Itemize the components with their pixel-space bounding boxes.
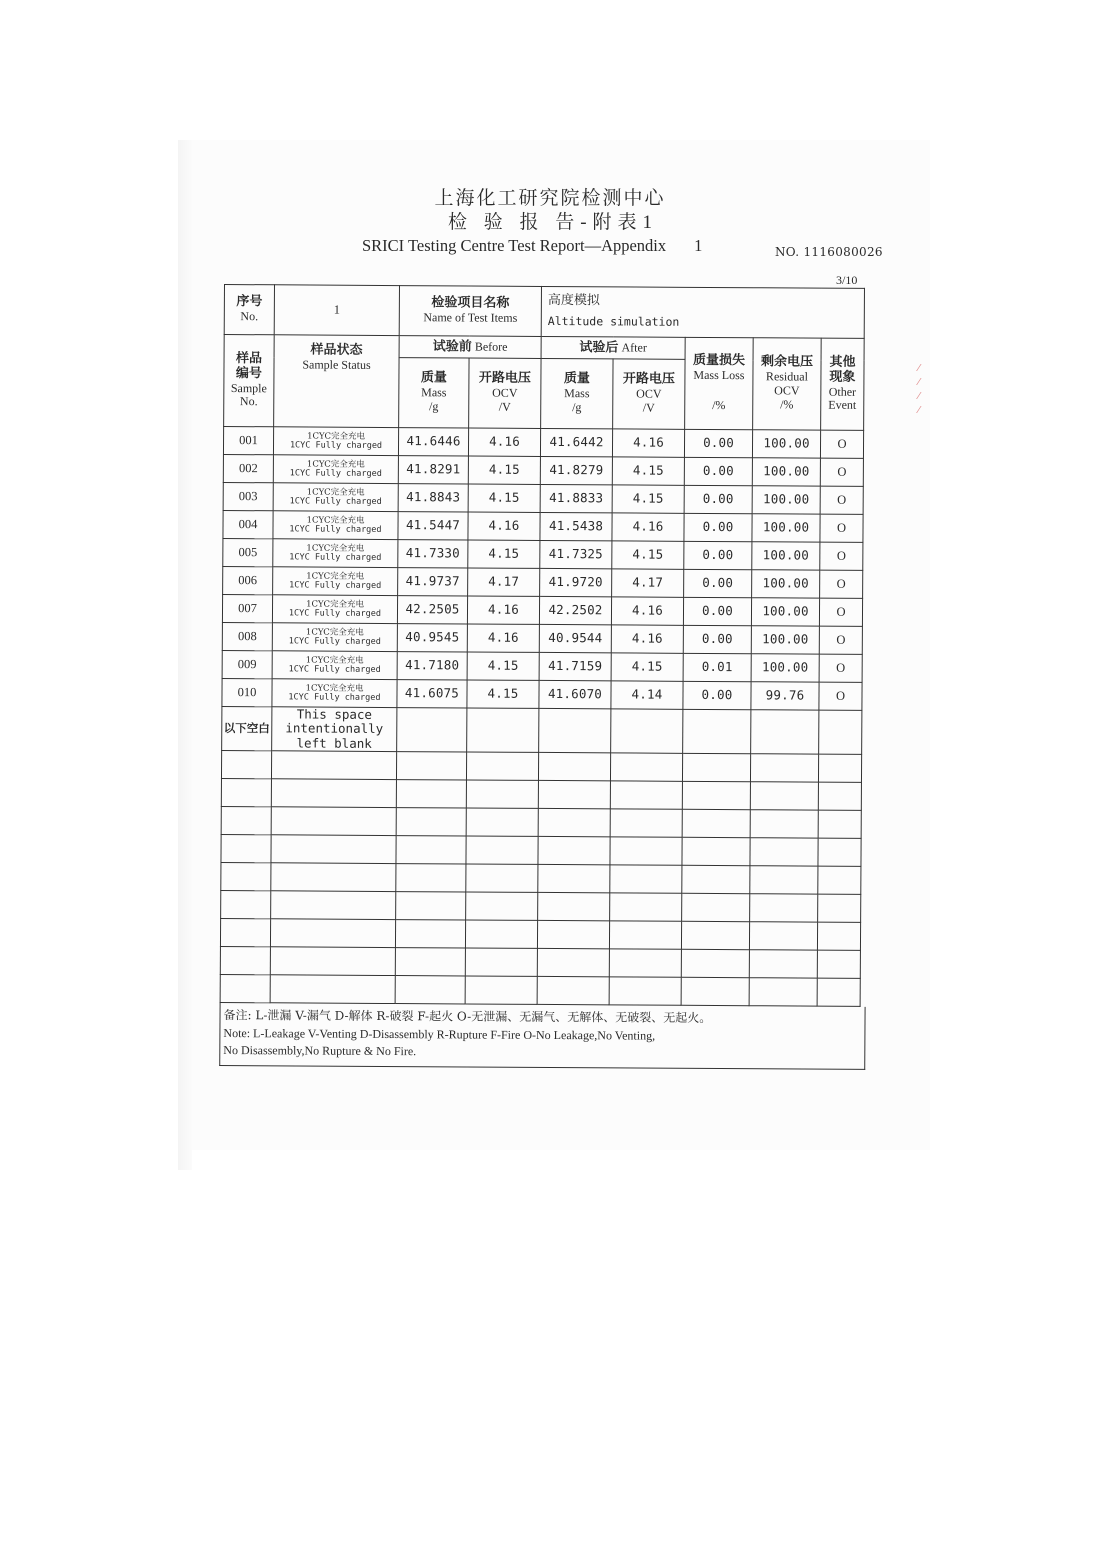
ocv-after: 4.17 [612,569,684,597]
loss-cn: 质量损失 [692,353,746,369]
ocv-after: 4.15 [612,485,684,513]
residual-header [753,338,822,430]
mass-loss: 0.00 [683,625,751,653]
no-label-en: No. [240,309,259,324]
blank-marker-row [222,706,862,754]
other-event: O [819,626,862,654]
empty-cell [682,865,750,893]
appendix-index: 1 [694,236,703,255]
item-label-en: Name of Test Items [423,310,518,325]
blank-cell [397,708,467,753]
table-row [223,454,863,486]
residual-ocv: 100.00 [752,486,820,514]
empty-cell [396,864,466,892]
ocv-after: 4.16 [611,597,683,625]
empty-row [220,919,860,951]
mass-after: 41.6442 [540,428,612,456]
sample-no: 007 [222,594,272,622]
mass-after: 41.9720 [540,568,612,596]
ocv-after: 4.16 [612,513,684,541]
blank-cell [539,708,611,753]
ocv-before: 4.16 [468,512,540,540]
ocv-before: 4.15 [467,652,539,680]
empty-cell [271,779,396,808]
empty-row [221,751,861,783]
item-label-cell [399,286,541,337]
sample-no: 001 [223,427,273,455]
empty-cell [610,809,682,837]
ocv-after-cn: 开路电压 [622,371,675,387]
mass-before: 41.8843 [398,484,468,512]
empty-cell [750,782,818,810]
sample-no: 010 [222,678,272,706]
mass-after-en: Mass [564,386,590,401]
empty-cell [818,782,861,810]
empty-cell [682,893,750,921]
blank-cell [683,709,751,754]
loss-en: Mass Loss [693,368,745,383]
empty-cell [466,808,538,836]
residual-unit: /% [780,397,794,412]
ocv-before: 4.16 [468,428,540,456]
sample-no-header: 样品 编号 Sample No. [224,335,275,427]
mass-after: 42.2502 [539,596,611,624]
sample-no: 004 [223,510,273,538]
empty-cell [750,838,818,866]
status-en-text: 1CYC Fully charged [289,579,382,591]
empty-cell [538,837,610,865]
ocv-before: 4.16 [467,596,539,624]
item-value-cn: 高度模拟 [547,293,600,309]
sample-no: 002 [223,454,273,482]
status-en: Sample Status [302,357,371,372]
status-cn-text: 1CYC完全充电 [305,627,364,638]
loss-unit: /% [712,397,726,413]
other-event: O [820,570,863,598]
mass-loss: 0.01 [683,653,751,681]
mass-after-cn: 质量 [563,371,590,387]
residual-cn: 剩余电压 [760,354,814,370]
empty-cell [396,808,466,836]
sample-status [272,651,397,680]
empty-cell [466,836,538,864]
residual-ocv: 100.00 [751,598,819,626]
ocv-before: 4.15 [468,456,540,484]
mass-before: 41.7180 [397,652,467,680]
empty-row [220,975,860,1007]
empty-cell [271,807,396,836]
empty-cell [818,838,861,866]
report-title-en-text: SRICI Testing Centre Test Report—Appendix [362,236,667,255]
other-event: O [820,430,863,458]
blank-cell [819,710,862,754]
empty-cell [749,978,817,1006]
ocv-after-header [613,359,685,429]
empty-cell [396,892,466,920]
mass-before-header [399,358,469,428]
empty-row [221,863,861,895]
empty-cell [681,921,749,949]
status-header [274,335,400,428]
mass-loss: 0.00 [684,513,752,541]
residual-ocv: 100.00 [752,514,820,542]
notes-cn: 备注: L-泄漏 V-漏气 D-解体 R-破裂 F-起火 O-无泄漏、无漏气、无解体、无破裂、无起火。 [223,1008,712,1026]
ocv-before: 4.17 [468,568,540,596]
status-cn-text: 1CYC完全充电 [305,655,364,666]
empty-cell [681,977,749,1005]
empty-cell [750,754,818,782]
empty-cell [270,919,395,948]
residual-en: Residual [765,369,809,384]
empty-cell [221,835,271,863]
mass-after-unit: /g [572,400,582,415]
empty-cell [538,753,610,781]
empty-cell [817,978,860,1006]
empty-row [221,807,861,839]
mass-after-header [541,358,613,428]
data-rows [222,427,864,711]
empty-cell [818,894,861,922]
empty-cell [221,751,271,779]
empty-cell [682,753,750,781]
empty-row [220,947,860,979]
empty-cell [396,752,466,780]
empty-cell [750,866,818,894]
status-cn-text: 1CYC完全充电 [306,571,365,582]
mass-before: 42.2505 [397,596,467,624]
sample-no: 008 [222,622,272,650]
ocv-after: 4.15 [611,653,683,681]
empty-cell [466,892,538,920]
sample-status [273,455,398,484]
table-row [222,622,862,654]
mass-before: 41.6446 [398,428,468,456]
status-cn-text: 1CYC完全充电 [307,431,366,442]
ocv-after: 4.15 [612,457,684,485]
sample-status [272,623,397,652]
mass-loss: 0.00 [683,597,751,625]
empty-cell [538,781,610,809]
empty-cell [270,947,395,976]
notes-en-1: Note: L-Leakage V-Venting D-Disassembly R-Rupture F-Fire O-No Leakage,No Venting, [223,1025,656,1043]
before-header [399,336,541,359]
ocv-before: 4.15 [468,540,540,568]
empty-row [221,779,861,811]
residual-ocv: 100.00 [751,626,819,654]
report-number: NO. 1116080026 [775,245,883,259]
empty-cell [465,948,537,976]
ocv-before-cn: 开路电压 [478,370,531,387]
empty-cell [466,780,538,808]
other-event: O [820,514,863,542]
ocv-after: 4.16 [611,625,683,653]
results-table [220,284,865,1007]
ocv-after: 4.16 [612,429,684,457]
mass-before-en: Mass [421,385,447,400]
empty-cell [271,863,396,892]
empty-cell [537,921,609,949]
empty-cell [271,891,396,920]
table-row [222,594,862,626]
mass-before: 41.8291 [398,456,468,484]
empty-cell [221,779,271,807]
sample-status [273,539,398,568]
ocv-after: 4.14 [611,681,683,709]
empty-cell [538,809,610,837]
mass-before: 41.5447 [398,512,468,540]
empty-cell [221,863,271,891]
report-title-en [362,236,702,256]
sample-no: 006 [223,566,273,594]
empty-cell [749,922,817,950]
mass-after: 41.7159 [539,652,611,680]
status-en-text: 1CYC Fully charged [289,523,382,535]
ocv-after-en: OCV [636,386,662,401]
loss-header [685,337,754,429]
mass-after: 41.8279 [540,456,612,484]
empty-cell [818,810,861,838]
other-event: O [819,654,862,682]
empty-cell [538,865,610,893]
mass-after: 41.6070 [539,680,611,708]
empty-cell [220,919,270,947]
other-en2: Event [828,398,857,413]
other-event: O [820,458,863,486]
empty-cell [682,781,750,809]
ocv-before-en: OCV [492,385,518,400]
status-en-text: 1CYC Fully charged [289,551,382,563]
mass-after: 40.9544 [539,624,611,652]
residual-ocv: 100.00 [752,458,820,486]
empty-cell [396,836,466,864]
ocv-before: 4.15 [468,484,540,512]
empty-cell [537,949,609,977]
residual-ocv: 100.00 [751,654,819,682]
status-en-text: 1CYC Fully charged [288,691,381,703]
empty-cell [538,893,610,921]
empty-cell [610,893,682,921]
mass-after: 41.7325 [540,540,612,568]
blank-cell [611,709,683,754]
after-en: After [621,339,647,355]
report-subtitle-cn [0,207,1100,234]
sample-status [273,511,398,540]
results-table-wrap [219,284,876,1070]
item-value-cell [541,286,864,338]
mass-before-unit: /g [429,399,439,414]
no-label-cn: 序号 [236,294,263,310]
no-value: 1 [274,285,399,336]
before-cn: 试验前 [432,338,472,355]
scan-edge-left [178,140,192,1170]
status-cn-text: 1CYC完全充电 [306,515,365,526]
empty-cell [221,891,271,919]
empty-cell [610,753,682,781]
ocv-before: 4.15 [467,680,539,708]
empty-cell [221,807,271,835]
sample-status [272,679,397,708]
empty-cell [750,894,818,922]
empty-cell [609,921,681,949]
sample-no: 009 [222,650,272,678]
empty-cell [395,948,465,976]
mass-after: 41.8833 [540,484,612,512]
empty-cell [537,977,609,1005]
header-row-1 [224,335,864,361]
status-cn-text: 1CYC完全充电 [306,459,365,470]
after-cn: 试验后 [579,339,619,355]
blank-cell [467,708,539,753]
mass-before: 41.7330 [398,540,468,568]
status-cn-text: 1CYC完全充电 [306,543,365,554]
sample-status [273,427,398,456]
ocv-after: 4.15 [612,541,684,569]
report-title-cn: 上海化工研究院检测中心 [434,188,666,209]
notes-box [219,1003,865,1070]
status-cn-text: 1CYC完全充电 [306,487,365,498]
empty-cell [395,976,465,1004]
status-en-text: 1CYC Fully charged [288,635,381,647]
empty-cell [610,865,682,893]
notes-en-2: No Disassembly,No Rupture & No Fire. [223,1042,417,1059]
ocv-before-unit: /V [498,399,511,414]
sample-status [273,483,398,512]
other-event: O [819,598,862,626]
empty-cell [609,949,681,977]
status-cn: 样品状态 [310,342,363,358]
empty-cell [220,947,270,975]
empty-cell [609,977,681,1005]
other-event: O [820,486,863,514]
other-event: O [819,682,862,710]
info-row [224,285,864,339]
table-row [223,566,863,598]
empty-cell [396,780,466,808]
empty-cell [271,835,396,864]
blank-rows [220,751,862,1007]
sample-no: 005 [223,538,273,566]
empty-cell [465,976,537,1004]
empty-cell [749,950,817,978]
page-number: 3/10 [836,273,858,287]
mass-before-cn: 质量 [420,370,447,386]
residual-ocv: 100.00 [752,542,820,570]
other-cn: 其他现象 [829,354,856,385]
mass-loss: 0.00 [684,429,752,457]
edge-stamp-mark: ⁄ ⁄ ⁄ ⁄ [918,363,920,416]
ocv-after-unit: /V [642,400,655,415]
other-event: O [820,542,863,570]
report-subtitle-number: 1 [642,212,653,233]
mass-loss: 0.00 [684,569,752,597]
status-en-text: 1CYC Fully charged [288,663,381,675]
status-en-text: 1CYC Fully charged [289,467,382,479]
empty-row [221,835,861,867]
mass-loss: 0.00 [684,541,752,569]
ocv-before-header [469,358,541,428]
mass-before: 41.6075 [397,680,467,708]
mass-loss: 0.00 [683,681,751,709]
after-header [541,336,685,359]
table-row [223,482,863,514]
item-value-en: Altitude simulation [547,314,680,330]
empty-cell [817,950,860,978]
sample-no: 003 [223,482,273,510]
empty-cell [818,866,861,894]
empty-cell [682,837,750,865]
blank-cell [751,710,819,755]
table-row [223,538,863,570]
empty-cell [271,751,396,780]
blank-marker-en: This space intentionally left blank [272,707,397,752]
empty-cell [270,975,395,1004]
empty-cell [681,949,749,977]
empty-cell [466,752,538,780]
mass-before: 41.9737 [398,568,468,596]
table-row [223,427,863,459]
sample-no-en: Sample No. [230,380,267,409]
empty-row [221,891,861,923]
table-row [223,510,863,542]
before-en: Before [474,339,508,354]
no-label-cell [224,285,274,335]
mass-loss: 0.00 [684,457,752,485]
report-subtitle-text: 检 验 报 告-附表 [447,212,643,233]
residual-ocv: 100.00 [752,570,820,598]
residual-ocv: 100.00 [752,430,820,458]
item-label-cn: 检验项目名称 [431,295,510,311]
empty-cell [465,920,537,948]
status-en-text: 1CYC Fully charged [288,607,382,619]
status-cn-text: 1CYC完全充电 [306,599,365,610]
empty-cell [682,809,750,837]
mass-before: 40.9545 [397,624,467,652]
residual-en2: OCV [774,383,800,398]
empty-cell [610,781,682,809]
empty-cell [466,864,538,892]
empty-cell [750,810,818,838]
residual-ocv: 99.76 [751,682,819,710]
ocv-before: 4.16 [467,624,539,652]
empty-cell [395,920,465,948]
status-en-text: 1CYC Fully charged [289,495,382,507]
sample-status [272,595,397,624]
table-row [222,650,862,682]
status-en-text: 1CYC Fully charged [289,439,383,451]
empty-cell [818,754,861,782]
empty-cell [610,837,682,865]
other-header [821,338,865,430]
other-en: Other [828,384,857,399]
blank-marker-cn: 以下空白 [222,706,272,750]
status-cn-text: 1CYC完全充电 [305,683,364,694]
mass-loss: 0.00 [684,485,752,513]
empty-cell [220,975,270,1003]
sample-status [273,567,398,596]
empty-cell [817,922,860,950]
mass-after: 41.5438 [540,512,612,540]
